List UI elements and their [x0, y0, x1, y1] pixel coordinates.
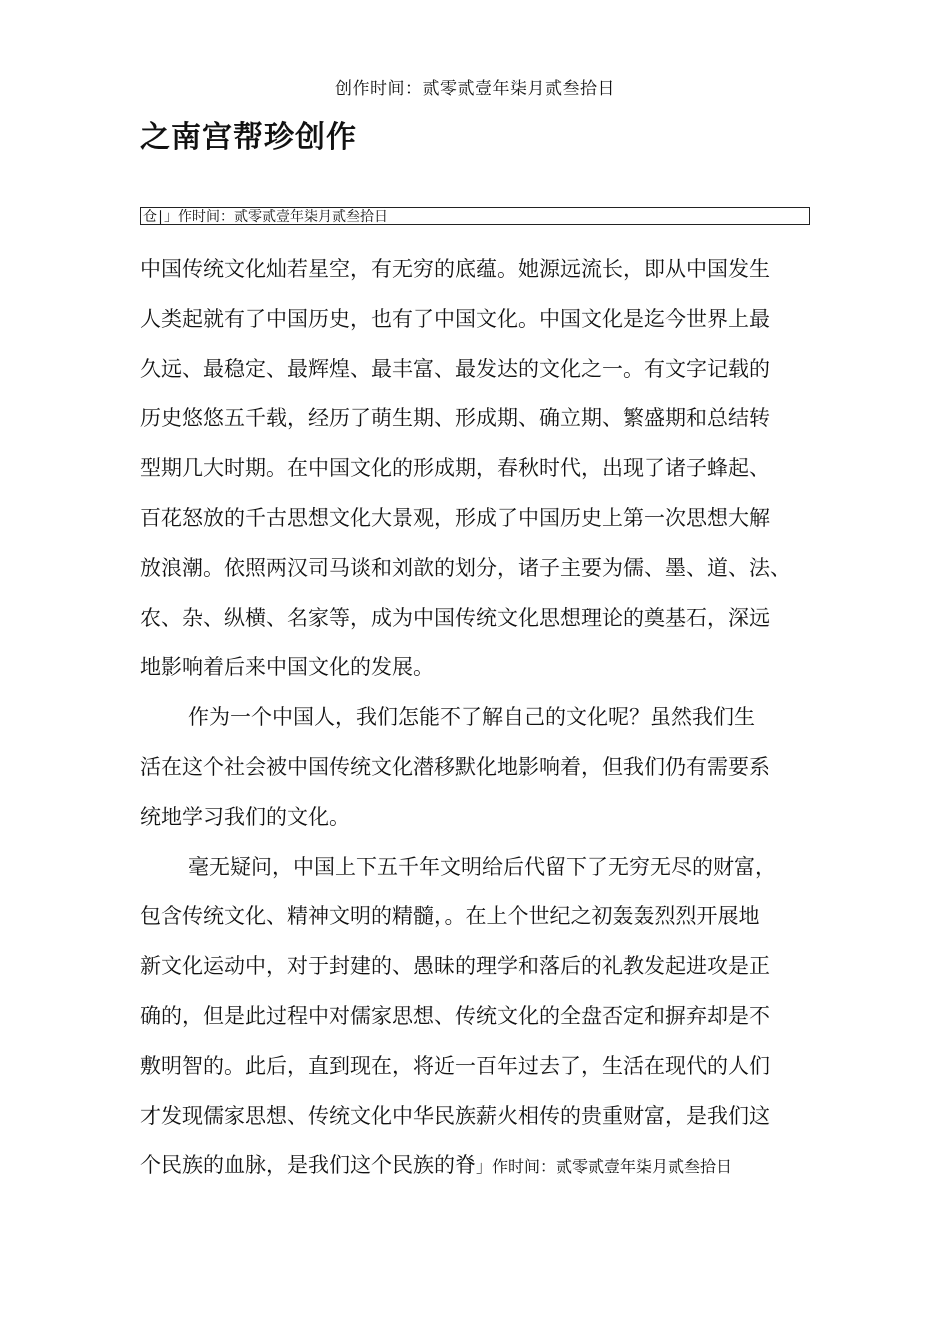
creation-time-header: 创作时间：贰零贰壹年柒月贰叁拾日	[335, 79, 615, 99]
document-title: 之南宫帮珍创作	[140, 120, 357, 155]
paragraph-3-line-5: 敷明智的。此后，直到现在，将近一百年过去了，生活在现代的人们	[140, 1053, 770, 1078]
inline-creation-time: 」作时间：贰零贰壹年柒月贰叁拾日	[476, 1157, 733, 1177]
paragraph-1-line-5: 型期几大时期。在中国文化的形成期，春秋时代，出现了诸子蜂起、	[140, 456, 770, 481]
paragraph-3-line-1: 毫无疑问，中国上下五千年文明给后代留下了无穷无尽的财富，	[188, 854, 776, 879]
paragraph-1-line-7: 放浪潮。依照两汉司马谈和刘歆的划分，诸子主要为儒、墨、道、法、	[140, 555, 791, 580]
paragraph-2-line-1: 作为一个中国人，我们怎能不了解自己的文化呢？虽然我们生	[188, 705, 755, 730]
paragraph-1-line-8: 农、杂、纵横、名家等，成为中国传统文化思想理论的奠基石，深远	[140, 605, 770, 630]
paragraph-3-line-6: 才发现儒家思想、传统文化中华民族薪火相传的贵重财富，是我们这	[140, 1103, 770, 1128]
paragraph-2-line-3: 统地学习我们的文化。	[140, 804, 350, 829]
paragraph-1-line-9: 地影响着后来中国文化的发展。	[140, 655, 434, 680]
paragraph-1-line-6: 百花怒放的千古思想文化大景观，形成了中国历史上第一次思想大解	[140, 505, 770, 530]
paragraph-1-line-2: 人类起就有了中国历史，也有了中国文化。中国文化是迄今世界上最	[140, 306, 770, 331]
paragraph-3-line-3: 新文化运动中，对于封建的、愚昧的理学和落后的礼教发起进攻是正	[140, 954, 770, 979]
paragraph-1-line-4: 历史悠悠五千载，经历了萌生期、形成期、确立期、繁盛期和总结转	[140, 406, 770, 431]
paragraph-3-line-7	[140, 1141, 830, 1191]
paragraph-3-line-4: 确的，但是此过程中对儒家思想、传统文化的全盘否定和摒弃却是不	[140, 1003, 770, 1028]
paragraph-3-last-text: 个民族的血脉，是我们这个民族的脊	[140, 1153, 476, 1178]
paragraph-2-line-2: 活在这个社会被中国传统文化潜移默化地影响着，但我们仍有需要系	[140, 754, 770, 779]
document-body	[140, 245, 830, 1191]
boxed-creation-time-line: 仓∣」作时间：贰零贰壹年柒月贰叁拾日	[140, 207, 810, 225]
paragraph-1-line-1: 中国传统文化灿若星空，有无穷的底蕴。她源远流长，即从中国发生	[140, 257, 770, 281]
paragraph-1-line-3: 久远、最稳定、最辉煌、最丰富、最发达的文化之一。有文字记载的	[140, 356, 770, 381]
paragraph-3-line-2: 包含传统文化、精神文明的精髓，。在上个世纪之初轰轰烈烈开展地	[140, 904, 760, 929]
